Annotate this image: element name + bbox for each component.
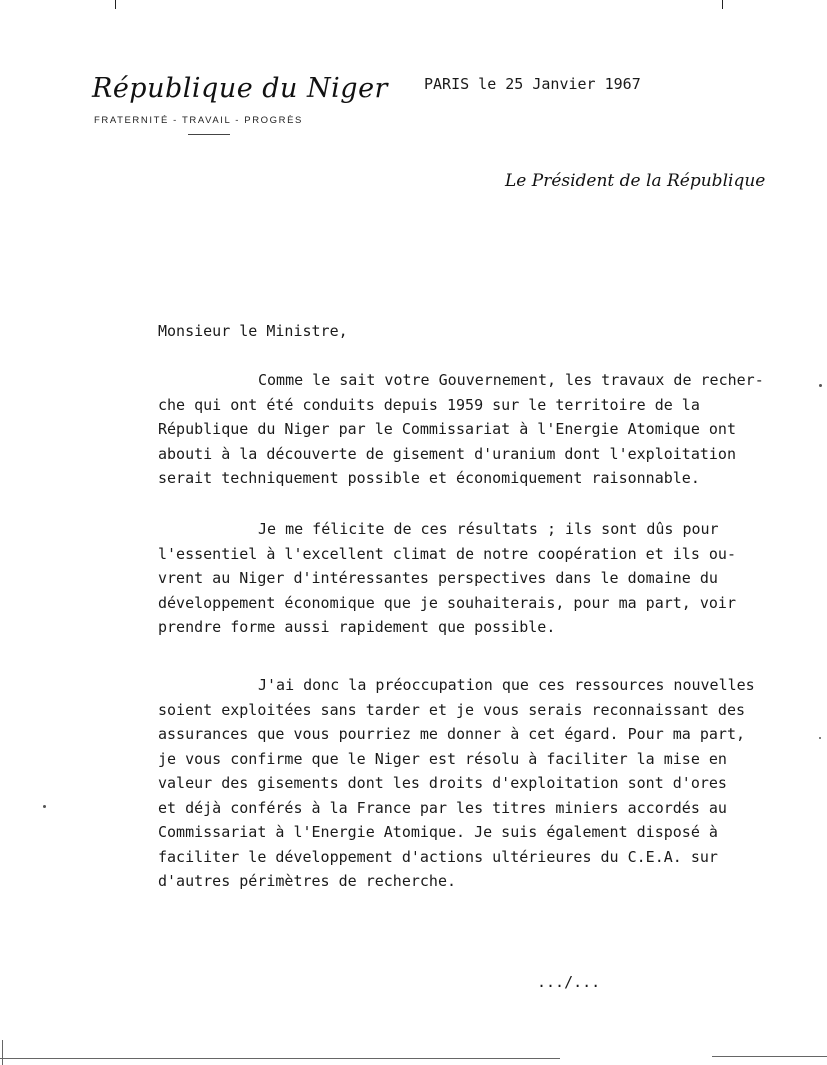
paragraph-line: faciliter le développement d'actions ultérieures du C.E.A. sur <box>158 847 718 866</box>
scan-edge-bottom-right <box>712 1056 827 1057</box>
scan-speck <box>819 384 822 387</box>
body-paragraph-3 <box>158 673 818 894</box>
paragraph-line: J'ai donc la préoccupation que ces ressources nouvelles <box>258 676 755 694</box>
paragraph-line: je vous confirme que le Niger est résolu à faciliter la mise en <box>158 749 727 768</box>
paragraph-line: soient exploitées sans tarder et je vous serais reconnaissant des <box>158 700 745 719</box>
signatory-title: Le Président de la République <box>505 171 766 191</box>
scan-edge-left <box>2 1040 3 1065</box>
paragraph-line: che qui ont été conduits depuis 1959 sur le territoire de la <box>158 395 700 414</box>
paragraph-line: prendre forme aussi rapidement que possible. <box>158 618 556 636</box>
scan-edge-bottom <box>0 1058 560 1059</box>
paragraph-line: d'autres périmètres de recherche. <box>158 872 457 890</box>
paragraph-line: développement économique que je souhaiterais, pour ma part, voir <box>158 593 736 612</box>
paragraph-line: Commissariat à l'Energie Atomique. Je suis également disposé à <box>158 823 718 841</box>
scan-speck <box>819 737 821 739</box>
paragraph-line: et déjà conférés à la France par les titres miniers accordés au <box>158 798 727 817</box>
paragraph-line: vrent au Niger d'intéressantes perspectives dans le domaine du <box>158 569 718 587</box>
paragraph-line: serait techniquement possible et économiquement raisonnable. <box>158 469 700 487</box>
letterhead-title: République du Niger <box>92 73 388 104</box>
scan-edge-top-right <box>722 0 723 9</box>
continuation-mark: .../... <box>537 973 601 991</box>
body-paragraph-2 <box>158 517 818 640</box>
scan-speck <box>43 805 46 808</box>
motto-divider <box>188 134 230 135</box>
body-paragraph-1 <box>158 368 818 491</box>
paragraph-line: valeur des gisements dont les droits d'exploitation sont d'ores <box>158 774 727 792</box>
paragraph-line: République du Niger par le Commissariat à l'Energie Atomique ont <box>158 420 736 438</box>
paragraph-line: Je me félicite de ces résultats ; ils sont dûs pour <box>258 520 719 538</box>
salutation: Monsieur le Ministre, <box>158 322 348 340</box>
paragraph-line: l'essentiel à l'excellent climat de notre coopération et ils ou- <box>158 544 736 563</box>
paragraph-line: assurances que vous pourriez me donner à cet égard. Pour ma part, <box>158 725 745 743</box>
paragraph-line: Comme le sait votre Gouvernement, les travaux de recher- <box>258 371 764 389</box>
letterhead-motto: FRATERNITÉ - TRAVAIL - PROGRÈS <box>94 115 303 126</box>
date-line: PARIS le 25 Janvier 1967 <box>424 75 641 93</box>
paragraph-line: abouti à la découverte de gisement d'uranium dont l'exploitation <box>158 444 736 463</box>
scan-edge-top-left <box>115 0 116 9</box>
